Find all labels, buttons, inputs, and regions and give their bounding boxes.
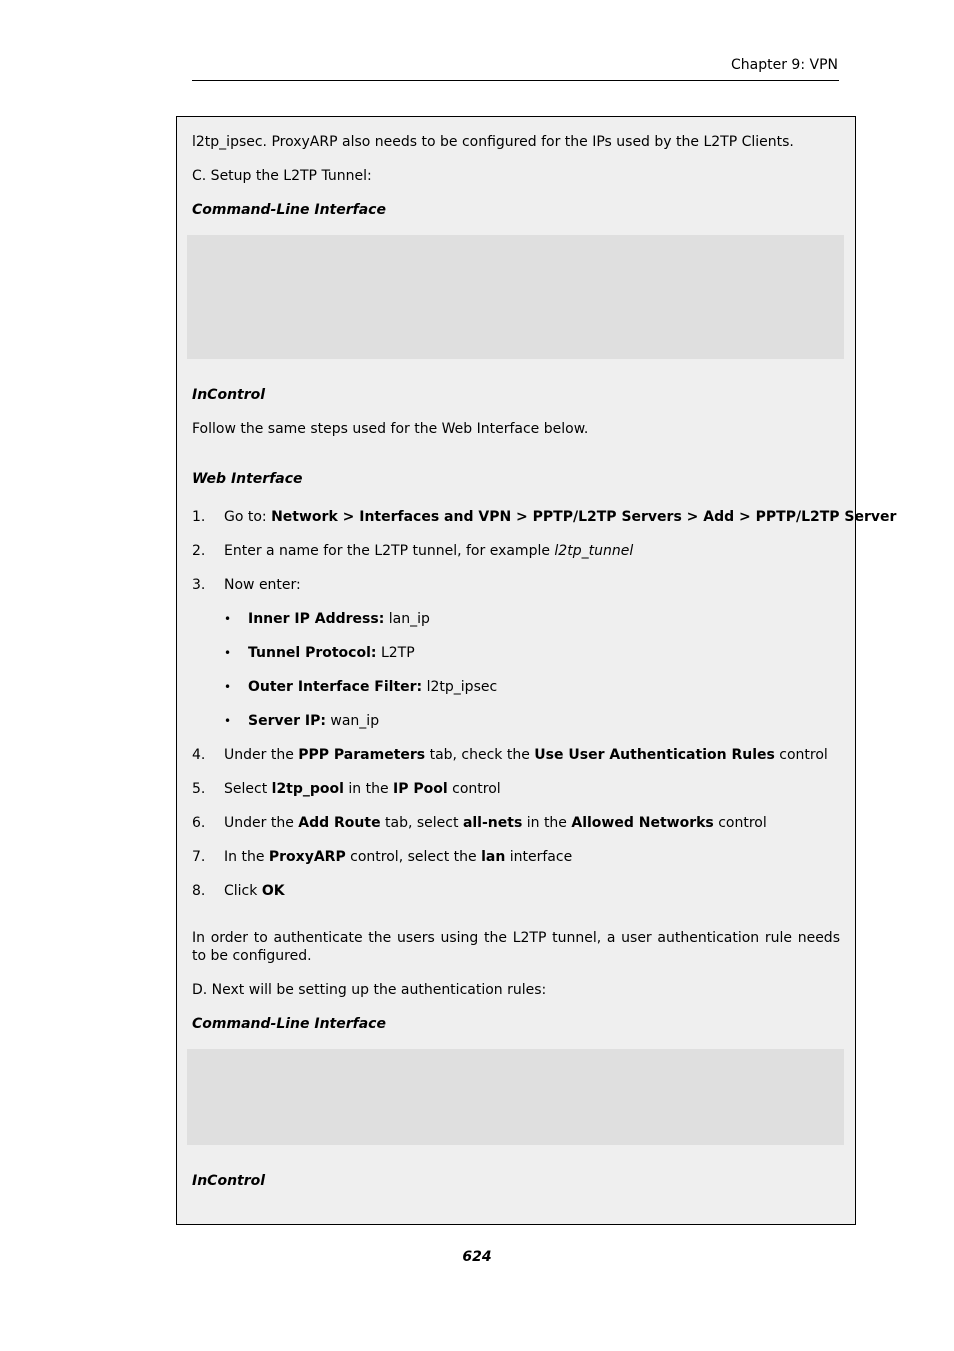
bullet-text: Inner IP Address: lan_ip — [248, 611, 430, 627]
list-number: 8. — [192, 883, 206, 899]
cli-heading: Command-Line Interface — [192, 1016, 386, 1032]
list-number: 2. — [192, 543, 206, 559]
list-text: Click OK — [224, 883, 285, 899]
list-number: 5. — [192, 781, 206, 797]
list-number: 7. — [192, 849, 206, 865]
step-d-text: D. Next will be setting up the authentication rules: — [192, 982, 547, 998]
list-text: Under the Add Route tab, select all-nets in the Allowed Networks control — [224, 815, 767, 831]
intro-line: l2tp_ipsec. ProxyARP also needs to be configured for the IPs used by the L2TP Clients. — [192, 134, 794, 150]
code-block — [187, 235, 844, 359]
bullet-text: Outer Interface Filter: l2tp_ipsec — [248, 679, 498, 695]
list-text: Go to: Network > Interfaces and VPN > PPTP/L2TP Servers > Add > PPTP/L2TP Server — [224, 509, 897, 525]
bullet-text: Server IP: wan_ip — [248, 713, 380, 729]
code-block — [187, 1049, 844, 1145]
incontrol-heading: InControl — [192, 1173, 266, 1189]
list-text: Enter a name for the L2TP tunnel, for example l2tp_tunnel — [224, 543, 634, 559]
page-number: 624 — [462, 1249, 492, 1265]
bullet-text: Tunnel Protocol: L2TP — [248, 645, 415, 661]
step-c-text: C. Setup the L2TP Tunnel: — [192, 168, 372, 184]
cli-heading: Command-Line Interface — [192, 202, 386, 218]
list-text: Select l2tp_pool in the IP Pool control — [224, 781, 501, 797]
header-divider — [192, 80, 839, 81]
web-interface-heading: Web Interface — [192, 471, 303, 487]
incontrol-heading: InControl — [192, 387, 266, 403]
incontrol-text: Follow the same steps used for the Web Interface below. — [192, 421, 589, 437]
list-number: 3. — [192, 577, 206, 593]
list-text: In the ProxyARP control, select the lan interface — [224, 849, 573, 865]
list-number: 6. — [192, 815, 206, 831]
list-number: 4. — [192, 747, 206, 763]
bullet-marker: • — [224, 680, 232, 694]
auth-paragraph: In order to authenticate the users using the L2TP tunnel, a user authentication rule needs to be configured. — [192, 930, 840, 964]
list-text: Now enter: — [224, 577, 301, 593]
list-number: 1. — [192, 509, 206, 525]
bullet-marker: • — [224, 612, 232, 626]
bullet-marker: • — [224, 646, 232, 660]
example-box — [176, 116, 897, 1225]
chapter-title: Chapter 9: VPN — [731, 57, 838, 73]
list-text: Under the PPP Parameters tab, check the Use User Authentication Rules control — [224, 747, 828, 763]
bullet-marker: • — [224, 714, 232, 728]
